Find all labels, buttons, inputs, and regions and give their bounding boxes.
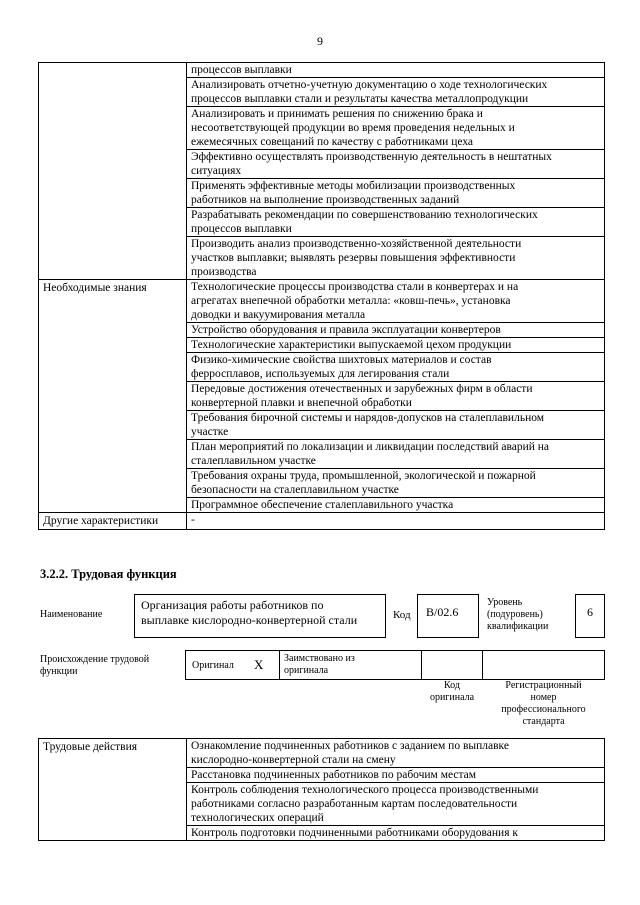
registration-number-cell <box>482 650 605 680</box>
content-line: Требования бирочной системы и нарядов-допусков на сталеплавильном <box>191 412 545 424</box>
content-line: кислородно-конвертерной стали на смену <box>191 754 396 766</box>
row-content <box>187 63 605 78</box>
skills-table-body <box>39 63 605 530</box>
content-line: Технологические процессы производства стали в конвертерах и на <box>191 281 519 293</box>
code-caption-line-1: Код <box>444 680 460 691</box>
content-line: Эффективно осуществлять производственную деятельность в нештатных <box>191 151 552 163</box>
content-line: Анализировать и принимать решения по снижению брака и <box>191 108 483 120</box>
level-label-line-1: Уровень <box>487 597 523 608</box>
content-line: Расстановка подчиненных работников по рабочим местам <box>191 769 477 781</box>
borrowed-label-line-2: оригинала <box>284 665 329 676</box>
function-name-line-1: Организация работы работников по <box>141 598 324 612</box>
content-line: Технологические характеристики выпускаемой цехом продукции <box>191 339 512 351</box>
origin-label-line-1: Происхождение трудовой <box>40 654 150 665</box>
content-line: Применять эффективные методы мобилизации производственных <box>191 180 516 192</box>
row-content <box>187 440 605 469</box>
skills-knowledge-table <box>38 62 605 530</box>
row-content <box>187 411 605 440</box>
content-line: - <box>191 514 195 526</box>
section-title: 3.2.2. Трудовая функция <box>40 567 177 581</box>
content-line: Разрабатывать рекомендации по совершенствованию технологических <box>191 209 538 221</box>
content-line: производства <box>191 266 257 278</box>
content-line: безопасности на сталеплавильном участке <box>191 484 399 496</box>
content-line: несоответствующей продукции во время проведения недельных и <box>191 122 515 134</box>
row-content <box>187 208 605 237</box>
original-mark: X <box>254 657 264 672</box>
function-code: В/02.6 <box>426 605 459 619</box>
origin-label-line-2: функции <box>40 666 78 677</box>
function-name-box <box>134 594 386 638</box>
borrowed-label-line-1: Заимствовано из <box>284 653 355 664</box>
row-label: Необходимые знания <box>39 280 187 513</box>
content-line: технологических операций <box>191 812 324 824</box>
row-content <box>187 353 605 382</box>
page-number: 9 <box>317 34 323 48</box>
content-line: Контроль соблюдения технологического процесса производственными <box>191 784 539 796</box>
reg-caption-line-2: номер <box>530 692 557 703</box>
table-row <box>39 513 605 530</box>
content-line: Физико-химические свойства шихтовых материалов и состав <box>191 354 492 366</box>
content-line: процессов выплавки <box>191 223 292 235</box>
row-content <box>187 323 605 338</box>
row-content <box>187 237 605 280</box>
row-content <box>187 513 605 530</box>
row-content <box>187 280 605 323</box>
row-content <box>187 150 605 179</box>
original-cell <box>185 650 280 680</box>
code-label: Код <box>393 609 411 621</box>
content-line: Контроль подготовки подчиненными работниками оборудования к <box>191 827 518 839</box>
row-content <box>187 783 605 826</box>
content-line: Требования охраны труда, промышленной, экологической и пожарной <box>191 470 536 482</box>
reg-caption-line-3: профессионального <box>501 704 586 715</box>
row-content <box>187 826 605 841</box>
row-content <box>187 498 605 513</box>
row-label: Трудовые действия <box>39 739 187 841</box>
origin-code-cell <box>421 650 483 680</box>
reg-caption-line-4: стандарта <box>522 716 565 727</box>
level-value-box <box>575 594 605 638</box>
level-label-line-3: квалификации <box>487 621 549 632</box>
row-content <box>187 469 605 498</box>
content-line: Устройство оборудования и правила эксплуатации конвертеров <box>191 324 501 336</box>
row-label <box>39 63 187 280</box>
row-content <box>187 179 605 208</box>
registration-caption <box>482 680 605 728</box>
content-line: сталеплавильном участке <box>191 455 316 467</box>
code-caption-line-2: оригинала <box>429 692 475 703</box>
reg-caption-line-1: Регистрационный <box>505 680 582 691</box>
content-line: Производить анализ производственно-хозяйственной деятельности <box>191 238 522 250</box>
table-row <box>39 739 605 768</box>
content-line: Передовые достижения отечественных и зарубежных фирм в области <box>191 383 533 395</box>
content-line: План мероприятий по локализации и ликвидации последствий аварий на <box>191 441 550 453</box>
content-line: ферросплавов, используемых для легирования стали <box>191 368 450 380</box>
function-name-line-2: выплавке кислородно-конвертерной стали <box>141 613 358 627</box>
borrowed-cell <box>279 650 422 680</box>
original-label: Оригинал <box>192 660 234 671</box>
row-content <box>187 338 605 353</box>
table-row <box>39 280 605 323</box>
level-label <box>487 597 567 633</box>
content-line: агрегатах внепечной обработки металла: «ковш-печь», установка <box>191 295 511 307</box>
content-line: Программное обеспечение сталеплавильного участка <box>191 499 454 511</box>
row-content <box>187 768 605 783</box>
level-label-line-2: (подуровень) <box>487 609 543 620</box>
row-label: Другие характеристики <box>39 513 187 530</box>
name-label: Наименование <box>40 609 103 620</box>
content-line: конвертерной плавки и внепечной обработки <box>191 397 412 409</box>
content-line: процессов выплавки <box>191 64 292 76</box>
row-content <box>187 739 605 768</box>
content-line: участков выплавки; выявлять резервы повышения эффективности <box>191 252 516 264</box>
content-line: ситуациях <box>191 165 242 177</box>
table-row <box>39 63 605 78</box>
content-line: процессов выплавки стали и результаты качества металлопродукции <box>191 93 529 105</box>
code-caption <box>421 680 483 704</box>
labor-actions-table <box>38 738 605 841</box>
row-content <box>187 107 605 150</box>
actions-table-body <box>39 739 605 841</box>
function-code-box <box>417 594 479 638</box>
content-line: участке <box>191 426 229 438</box>
content-line: Анализировать отчетно-учетную документацию о ходе технологических <box>191 79 548 91</box>
origin-label <box>40 654 180 678</box>
content-line: доводки и вакуумирования металла <box>191 309 366 321</box>
content-line: Ознакомление подчиненных работников с заданием по выплавке <box>191 740 509 752</box>
row-content <box>187 78 605 107</box>
row-content <box>187 382 605 411</box>
level-value: 6 <box>587 605 593 619</box>
content-line: ежемесячных совещаний по качеству с работниками цеха <box>191 136 474 148</box>
content-line: работниками согласно разработанным картам последовательности <box>191 798 518 810</box>
content-line: работников на выполнение производственных заданий <box>191 194 460 206</box>
